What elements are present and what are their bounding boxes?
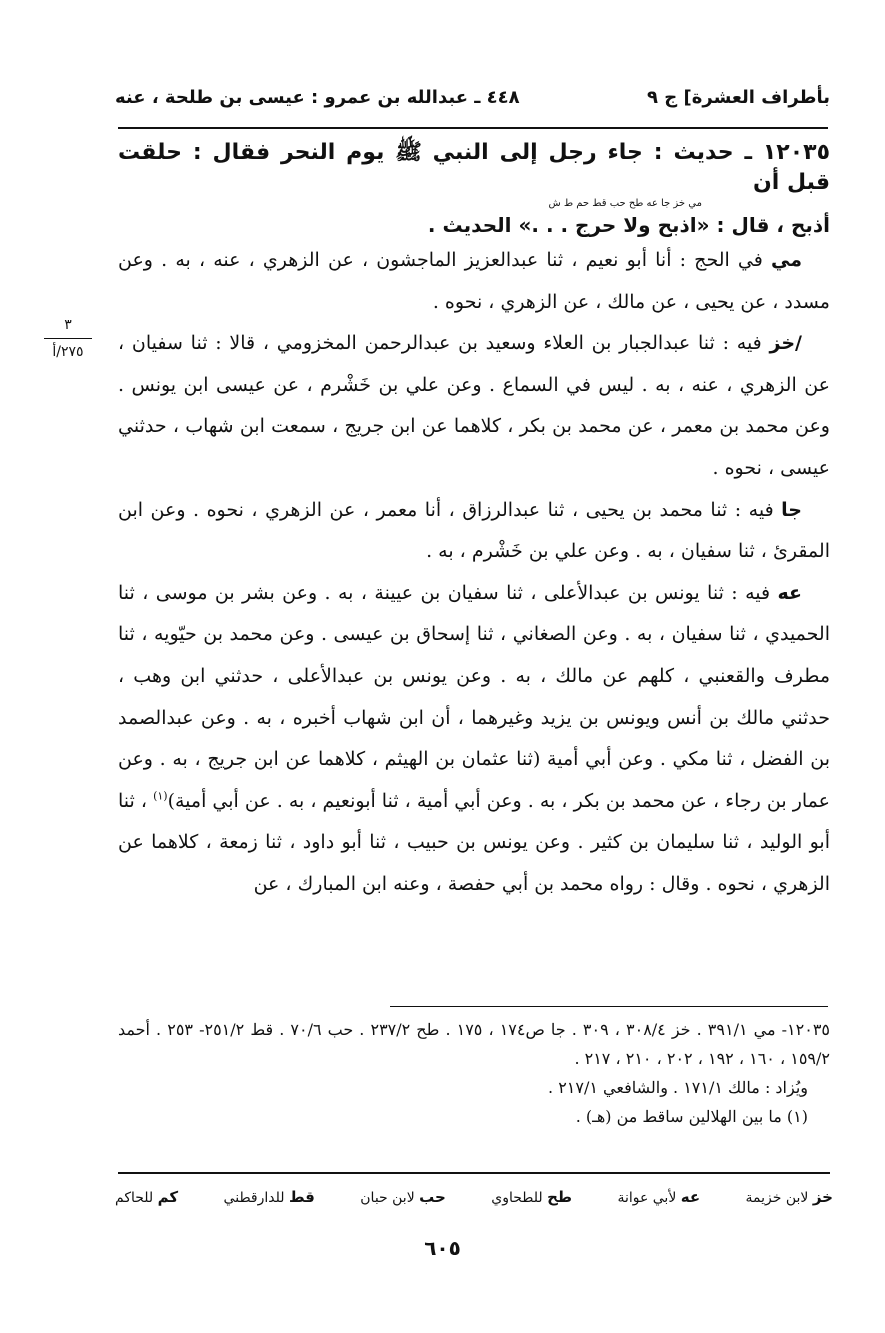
abbrev-item <box>617 1182 700 1213</box>
abbrev-name: لأبي عوانة <box>617 1190 677 1206</box>
abbrev-code: خز <box>812 1188 833 1206</box>
paragraph-text: فيه : ثنا يونس بن عبدالأعلى ، ثنا سفيان بن عيينة ، به . وعن بشر بن موسى ، ثنا الحميدي ، ثنا سفيان ، به . وعن الصغاني ، ثنا إسحاق بن عيسى . وعن محمد بن حيّويه ، ثنا مطرف والقعنبي ، كلهم عن مالك ، به . وعن يونس بن عبدالأعلى ، حدثني ابن وهب ، حدثني مالك بن أنس ويونس بن يزيد وغيرهما ، أن ابن شهاب أخبره ، به . وعن عبدالصمد بن الفضل ، ثنا مكي . وعن أبي أمية (ثنا عثمان بن الهيثم ، كلاهما عن ابن جريج ، به . وعن عمار بن رجاء ، عن محمد بن بكر ، به . وعن أبي أمية ، ثنا أبونعيم ، به . عن أبي أمية) <box>118 581 830 812</box>
paragraph-text: فيه : ثنا عبدالجبار بن العلاء وسعيد بن عبدالرحمن المخزومي ، قالا : ثنا سفيان ، عن الزهري ، عنه ، به . ليس في السماع . وعن علي بن خَشْرم ، عن عيسى ابن يونس . وعن محمد بن معمر ، عن محمد بن بكر ، كلاهما عن ابن جريج ، سمعت ابن شهاب ، حدثني عيسى ، نحوه . <box>118 332 830 479</box>
abbreviations-key <box>115 1182 833 1213</box>
header-rule <box>118 127 828 129</box>
abbrev-code: عه <box>680 1188 701 1206</box>
siglum: جا <box>781 498 802 521</box>
header-chapter: ٤٤٨ ـ عبدالله بن عمرو : عيسى بن طلحة ، عنه <box>115 86 520 108</box>
abbrev-code: حب <box>419 1188 446 1206</box>
footnote-references: ١٢٠٣٥- مي ٣٩١/١ . خز ٣٠٨/٤ ، ٣٠٩ . جا ص١٧٤ ، ١٧٥ . طح ٢٣٧/٢ . حب ٧٠/٦ . قط ٢٥١/٢- ٢٥٣ . أحمد ١٥٩/٢ ، ١٦٠ ، ١٩٢ ، ٢٠٢ ، ٢١٠ ، ٢١٧ . <box>118 1020 830 1068</box>
margin-note-top: ٣ <box>64 317 72 333</box>
footnotes <box>118 1015 830 1131</box>
abbrev-code: كم <box>157 1188 179 1206</box>
hadith-title: ١٢٠٣٥ ـ حديث : جاء رجل إلى النبي ﷺ يوم النحر فقال : حلقت قبل أن <box>118 140 830 195</box>
abbrev-name: للحاكم <box>115 1190 154 1206</box>
abbrev-item <box>224 1182 315 1213</box>
hadith-title-continued: أذبح ، قال : «اذبح ولا حرج . . .» الحديث . <box>427 213 830 237</box>
margin-note-bottom: ٢٧٥/أ <box>52 344 84 360</box>
footnote-1: (١) ما بين الهلالين ساقط من (هـ) . <box>575 1107 808 1126</box>
footnote-additions: ويُزاد : مالك ١٧١/١ . والشافعي ٢١٧/١ . <box>548 1078 808 1097</box>
hadith-sigla: مي خز جا عه طح حب قط حم ط ش <box>548 198 702 209</box>
abbrev-name: لابن خزيمة <box>745 1190 809 1206</box>
header-book-volume: بأطراف العشرة] ج ٩ <box>647 86 830 108</box>
margin-note-rule <box>44 338 92 339</box>
abbrev-name: للطحاوي <box>491 1190 543 1206</box>
page-number: ٦٠٥ <box>424 1236 461 1260</box>
paragraph-ah <box>118 573 830 906</box>
siglum: عه <box>777 581 802 604</box>
paragraph-mi <box>118 240 830 323</box>
abbreviations-rule <box>118 1172 830 1174</box>
paragraph-text: فيه : ثنا محمد بن يحيى ، ثنا عبدالرزاق ، أنا معمر ، عن الزهري ، نحوه . وعن ابن المقرئ ، ثنا سفيان ، به . وعن علي بن خَشْرم ، به . <box>118 498 830 563</box>
abbrev-name: للدارقطني <box>223 1190 285 1206</box>
abbrev-item <box>746 1182 833 1213</box>
abbrev-code: طح <box>547 1188 573 1206</box>
abbrev-name: لابن حبان <box>360 1190 415 1206</box>
footnote-mark: (١) <box>153 789 168 803</box>
abbrev-item <box>115 1182 178 1213</box>
running-header <box>115 80 830 114</box>
paragraph-text: في الحج : أنا أبو نعيم ، ثنا عبدالعزيز الماجشون ، عن الزهري ، عنه ، به . وعن مسدد ، عن يحيى ، عن مالك ، عن الزهري ، نحوه . <box>118 249 830 313</box>
siglum: /خز <box>769 332 802 355</box>
abbrev-code: قط <box>288 1188 315 1206</box>
footnote-rule <box>390 1006 828 1007</box>
paragraph-khuz <box>118 323 830 489</box>
paragraph-text-after: ، ثنا أبو الوليد ، ثنا سليمان بن كثير . وعن يونس بن حبيب ، ثنا أبو داود ، ثنا زمعة ، كلاهما عن الزهري ، نحوه . وقال : رواه محمد بن أبي حفصة ، وعنه ابن المبارك ، عن <box>118 789 830 895</box>
siglum: مي <box>771 249 802 271</box>
abbrev-item <box>360 1182 446 1213</box>
abbrev-item <box>491 1182 572 1213</box>
body-text <box>118 138 830 906</box>
margin-note <box>40 314 96 363</box>
paragraph-ja <box>118 490 830 573</box>
